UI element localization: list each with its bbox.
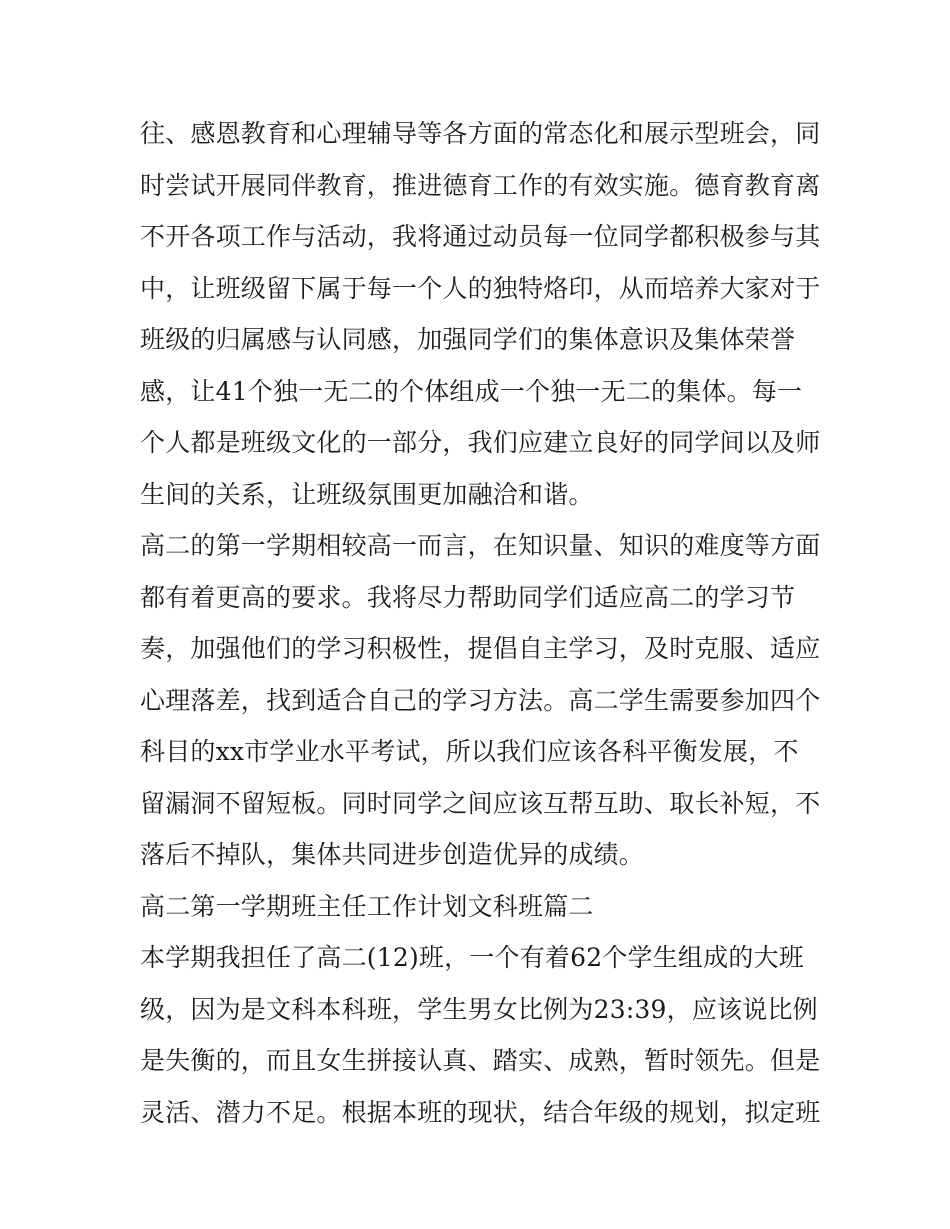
text-line: 奏，加强他们的学习积极性，提倡自主学习，及时克服、适应 [140, 634, 821, 663]
text-line: 高二的第一学期相较高一而言，在知识量、知识的难度等方面 [140, 531, 821, 560]
text-line: 感，让41个独一无二的个体组成一个独一无二的集体。每一 [140, 376, 803, 406]
text-line: 落后不掉队，集体共同进步创造优异的成绩。 [140, 840, 645, 869]
text-line: 本学期我担任了高二(12)班，一个有着62个学生组成的大班 [140, 943, 804, 972]
text-line: 个人都是班级文化的一部分，我们应建立良好的同学间以及师 [140, 428, 821, 457]
text-line: 不开各项工作与活动，我将通过动员每一位同学都积极参与其 [140, 222, 821, 251]
text-line: 留漏洞不留短板。同时同学之间应该互帮互助、取长补短，不 [140, 788, 821, 818]
text-line: 班级的归属感与认同感，加强同学们的集体意识及集体荣誉 [140, 325, 796, 354]
document-body [140, 108, 821, 1138]
text-line: 时尝试开展同伴教育，推进德育工作的有效实施。德育教育离 [140, 170, 821, 200]
text-line: 心理落差，找到适合自己的学习方法。高二学生需要参加四个 [140, 685, 821, 715]
text-line: 是失衡的，而且女生拼接认真、踏实、成熟，暂时领先。但是 [140, 1046, 821, 1075]
text-line: 往、感恩教育和心理辅导等各方面的常态化和展示型班会，同 [140, 119, 821, 148]
section-heading: 高二第一学期班主任工作计划文科班篇二 [140, 891, 594, 921]
text-line: 科目的xx市学业水平考试，所以我们应该各科平衡发展，不 [140, 737, 799, 766]
text-line: 都有着更高的要求。我将尽力帮助同学们适应高二的学习节 [140, 582, 796, 612]
text-line: 中，让班级留下属于每一个人的独特烙印，从而培养大家对于 [140, 273, 821, 303]
text-line: 级，因为是文科本科班，学生男女比例为23:39，应该说比例 [140, 994, 818, 1024]
text-line: 灵活、潜力不足。根据本班的现状，结合年级的规划，拟定班 [140, 1097, 821, 1127]
text-line: 生间的关系，让班级氛围更加融洽和谐。 [140, 479, 594, 509]
